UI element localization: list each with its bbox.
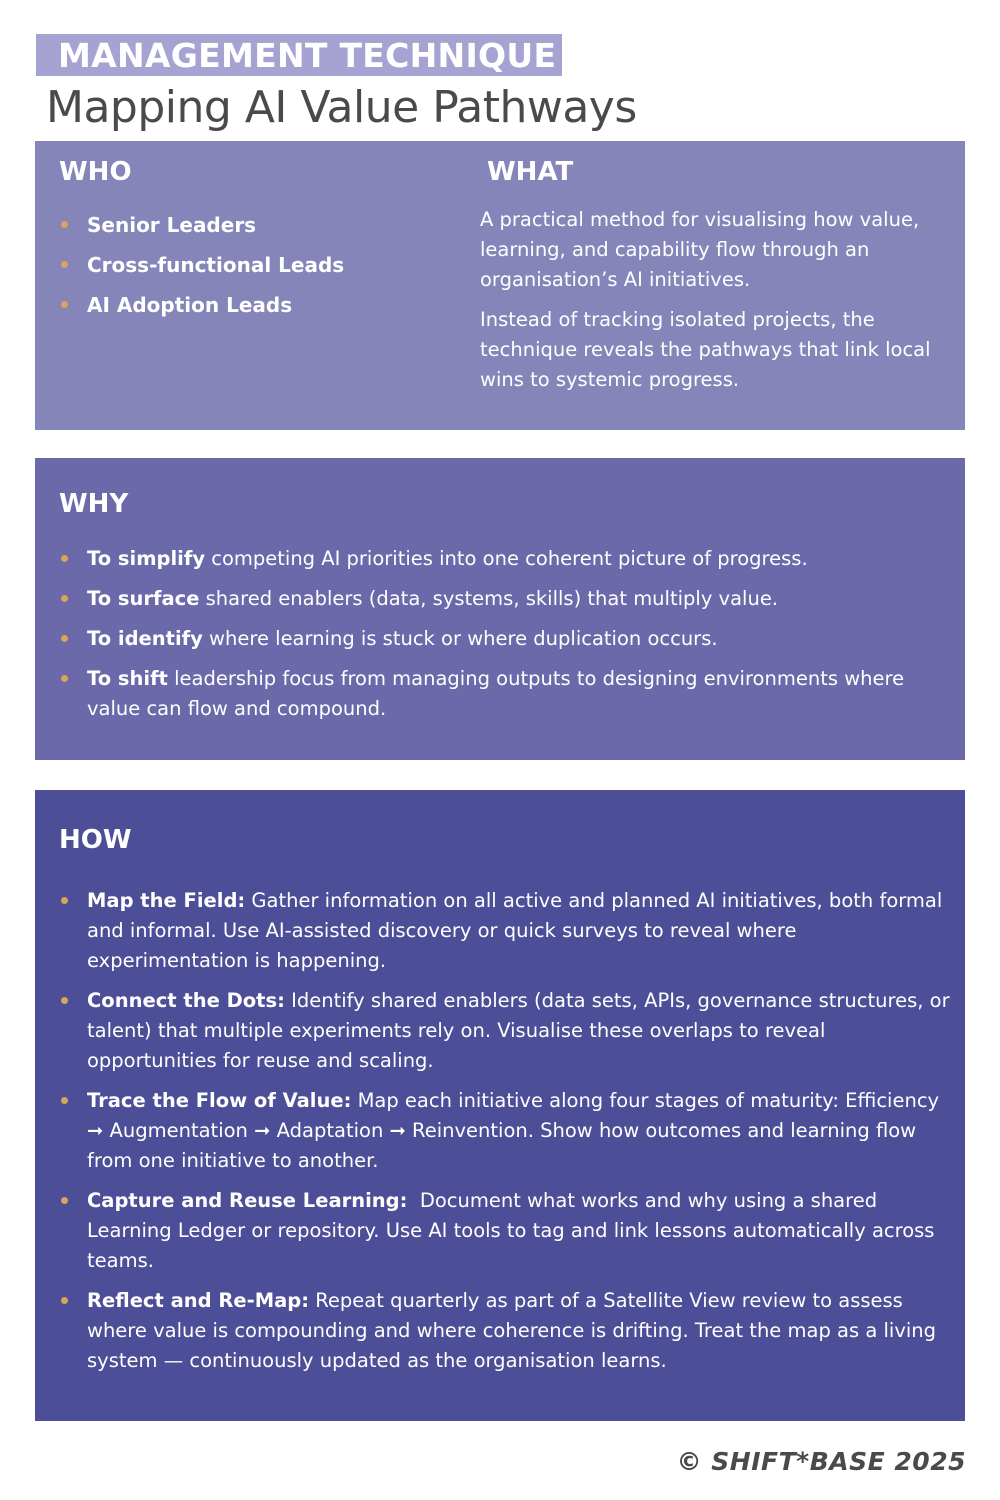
why-item (59, 624, 954, 654)
how-item (59, 1186, 954, 1276)
copyright-footer: © SHIFT*BASE 2025 (676, 1447, 966, 1476)
how-item-lead: Connect the Dots: (87, 989, 285, 1012)
how-item-text: Identify shared enablers (data sets, APIs, governance structures, or talent) that multiple experiments rely on. Visualise these overlaps to reveal opportunities for reuse and scaling. (87, 989, 950, 1072)
how-item (59, 886, 954, 976)
why-heading: WHY (59, 489, 129, 519)
what-paragraph: A practical method for visualising how value, learning, and capability flow through an organisation’s AI initiatives. (480, 208, 920, 291)
how-item-text: Repeat quarterly as part of a Satellite View review to assess where value is compounding and where coherence is drifting. Treat the map as a living system — continuously updated as the organisation learns. (87, 1289, 937, 1372)
how-heading: HOW (59, 825, 132, 855)
why-item-text: where learning is stuck or where duplication occurs. (202, 627, 718, 650)
how-item-lead: Reflect and Re-Map: (87, 1289, 310, 1312)
why-list (59, 544, 954, 734)
how-item-text: Document what works and why using a shared Learning Ledger or repository. Use AI tools to tag and link lessons automatically across teams. (87, 1189, 941, 1272)
who-what-panel (35, 141, 965, 430)
who-list (59, 205, 439, 325)
what-heading: WHAT (487, 157, 574, 187)
how-item-text: Map each initiative along four stages of maturity: Efficiency ➞ Augmentation ➞ Adaptation ➞ Reinvention. Show how outcomes and learning flow from one initiative to another. (87, 1089, 940, 1172)
how-item-lead: Capture and Reuse Learning: (87, 1189, 408, 1212)
who-item: Senior Leaders (59, 205, 439, 245)
what-description (480, 205, 950, 405)
why-item-lead: To identify (87, 627, 203, 650)
why-panel (35, 458, 965, 760)
why-item (59, 664, 954, 724)
technique-label: MANAGEMENT TECHNIQUE (36, 34, 562, 76)
who-heading: WHO (59, 157, 132, 187)
how-item-lead: Map the Field: (87, 889, 246, 912)
how-item (59, 1286, 954, 1376)
how-item (59, 986, 954, 1076)
who-item: Cross-functional Leads (59, 245, 439, 285)
why-item-text: leadership focus from managing outputs to designing environments where value can flow and compound. (87, 667, 905, 720)
how-item (59, 1086, 954, 1176)
why-item-lead: To shift (87, 667, 168, 690)
how-item-lead: Trace the Flow of Value: (87, 1089, 352, 1112)
who-item: AI Adoption Leads (59, 285, 439, 325)
what-paragraph: Instead of tracking isolated projects, the technique reveals the pathways that link local wins to systemic progress. (480, 308, 931, 391)
how-list (59, 886, 954, 1386)
page-title: Mapping AI Value Pathways (46, 82, 637, 133)
why-item-text: shared enablers (data, systems, skills) that multiply value. (199, 587, 779, 610)
how-panel (35, 790, 965, 1421)
why-item (59, 584, 954, 614)
how-item-text: Gather information on all active and planned AI initiatives, both formal and informal. Use AI-assisted discovery or quick surveys to reveal where experimentation is happening. (87, 889, 943, 972)
why-item-lead: To surface (87, 587, 200, 610)
why-item-text: competing AI priorities into one coherent picture of progress. (205, 547, 808, 570)
why-item-lead: To simplify (87, 547, 206, 570)
why-item (59, 544, 954, 574)
